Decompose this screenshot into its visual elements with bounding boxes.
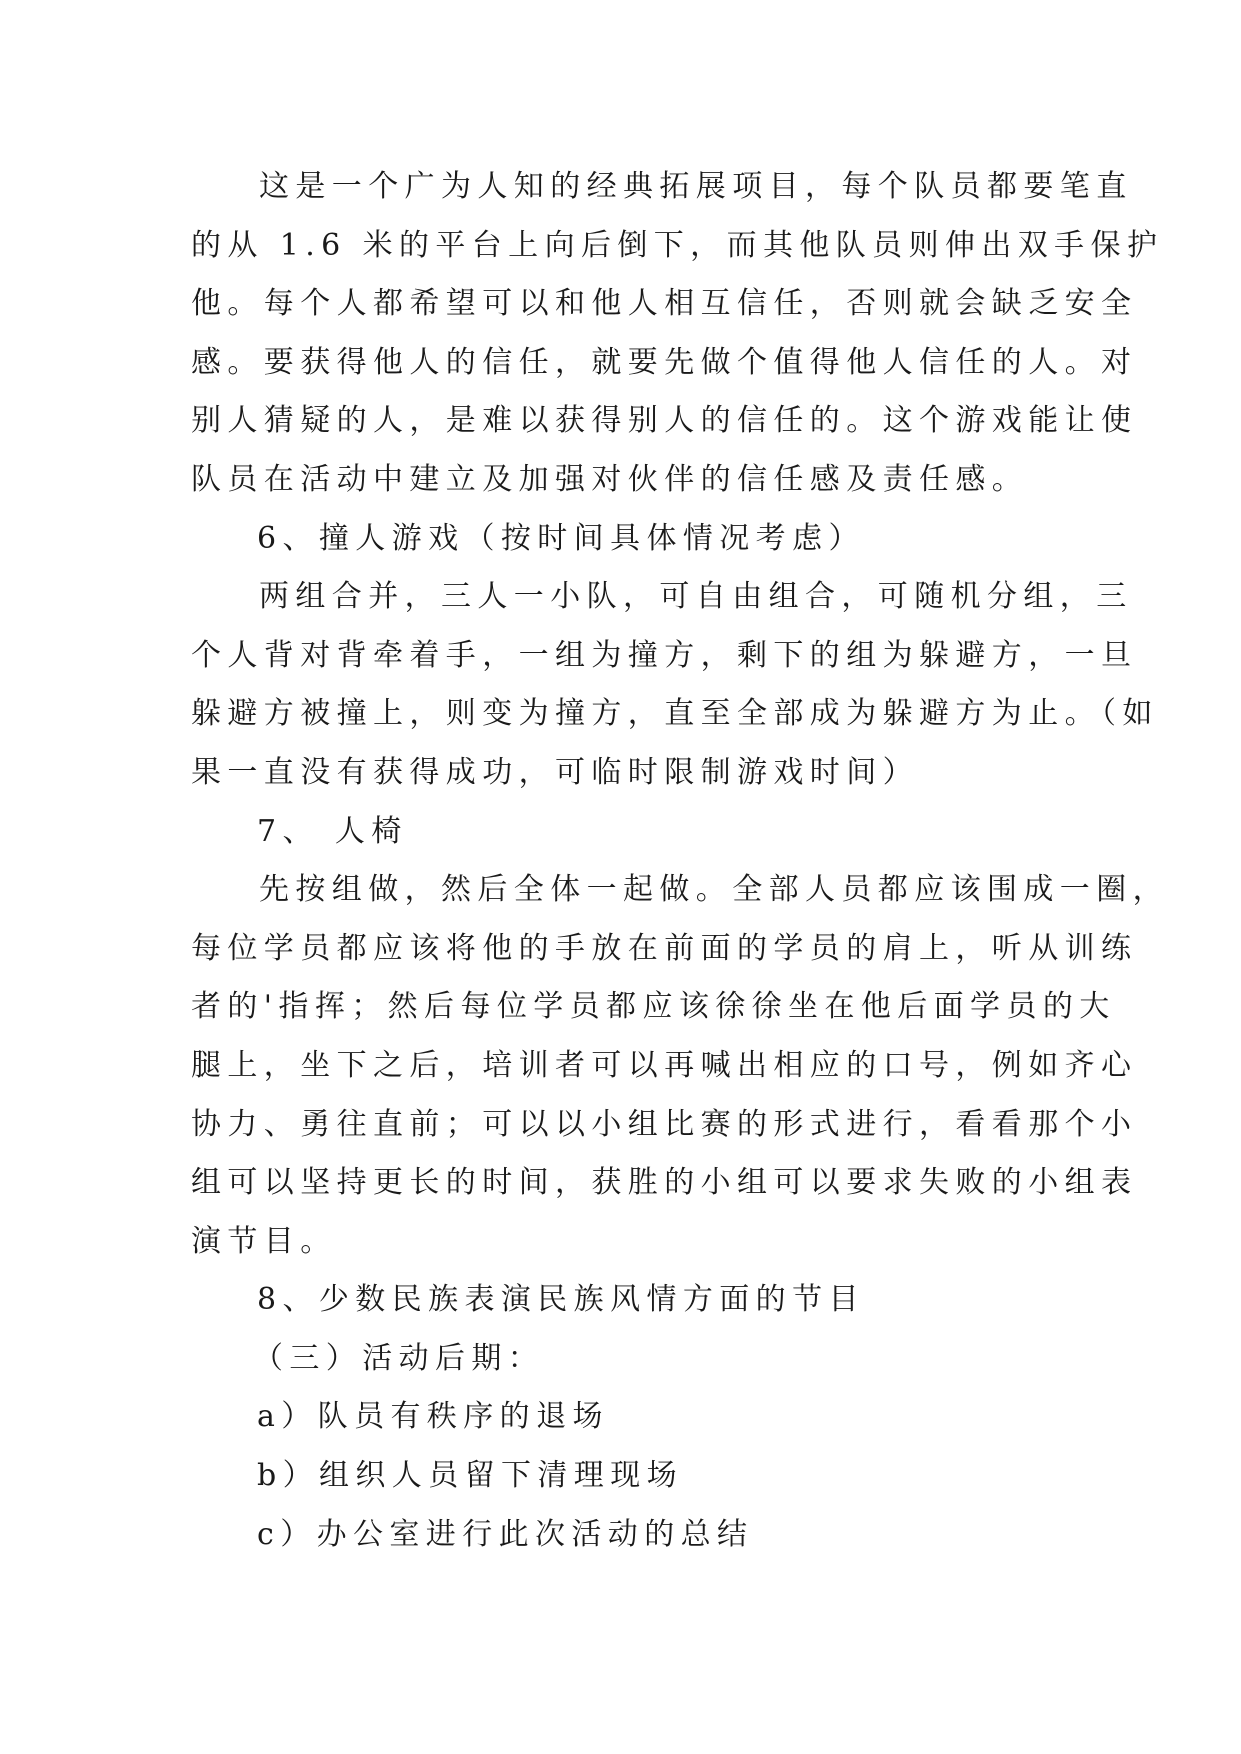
list-item-7: 7、 人椅 bbox=[257, 813, 408, 849]
text-line: 别人猜疑的人，是难以获得别人的信任的。这个游戏能让使 bbox=[191, 403, 1138, 439]
text-line: 个人背对背牵着手，一组为撞方，剩下的组为躲避方，一旦 bbox=[191, 637, 1138, 673]
text-line: 队员在活动中建立及加强对伙伴的信任感及责任感。 bbox=[191, 461, 1029, 497]
list-item-c: c）办公室进行此次活动的总结 bbox=[257, 1516, 754, 1552]
text-line: 先按组做，然后全体一起做。全部人员都应该围成一圈， bbox=[259, 872, 1169, 908]
text-line: 两组合并，三人一小队，可自由组合，可随机分组，三 bbox=[259, 579, 1133, 615]
text-line: 的从 1.6 米的平台上向后倒下，而其他队员则伸出双手保护 bbox=[191, 227, 1164, 263]
text-line: 协力、勇往直前；可以以小组比赛的形式进行，看看那个小 bbox=[191, 1106, 1138, 1142]
paragraph-bump-game bbox=[191, 568, 1159, 802]
text-line: 躲避方被撞上，则变为撞方，直至全部成为躲避方为止。（如 bbox=[191, 696, 1159, 732]
list-item-8: 8、少数民族表演民族风情方面的节目 bbox=[257, 1282, 865, 1318]
text-line: 腿上，坐下之后，培训者可以再喊出相应的口号，例如齐心 bbox=[191, 1047, 1138, 1083]
text-line: 果一直没有获得成功，可临时限制游戏时间） bbox=[191, 754, 919, 790]
list-item-b: b）组织人员留下清理现场 bbox=[257, 1458, 684, 1494]
section-heading-phase-three: （三）活动后期： bbox=[253, 1340, 545, 1376]
text-line: 这是一个广为人知的经典拓展项目，每个队员都要笔直 bbox=[259, 169, 1133, 204]
text-line: 他。每个人都希望可以和他人相互信任，否则就会缺乏安全 bbox=[191, 286, 1138, 322]
list-item-a: a）队员有秩序的退场 bbox=[257, 1399, 609, 1435]
paragraph-human-chair bbox=[191, 861, 1169, 1271]
text-line: 每位学员都应该将他的手放在前面的学员的肩上，听从训练 bbox=[191, 930, 1138, 966]
text-line: 演节目。 bbox=[191, 1223, 337, 1259]
text-line: 者的'指挥；然后每位学员都应该徐徐坐在他后面学员的大 bbox=[191, 989, 1116, 1025]
document-body bbox=[191, 158, 1169, 1564]
text-line: 感。要获得他人的信任，就要先做个值得他人信任的人。对 bbox=[191, 344, 1138, 380]
list-item-6: 6、撞人游戏（按时间具体情况考虑） bbox=[257, 520, 865, 556]
paragraph-trust-fall bbox=[191, 158, 1164, 510]
text-line: 组可以坚持更长的时间，获胜的小组可以要求失败的小组表 bbox=[191, 1165, 1138, 1201]
